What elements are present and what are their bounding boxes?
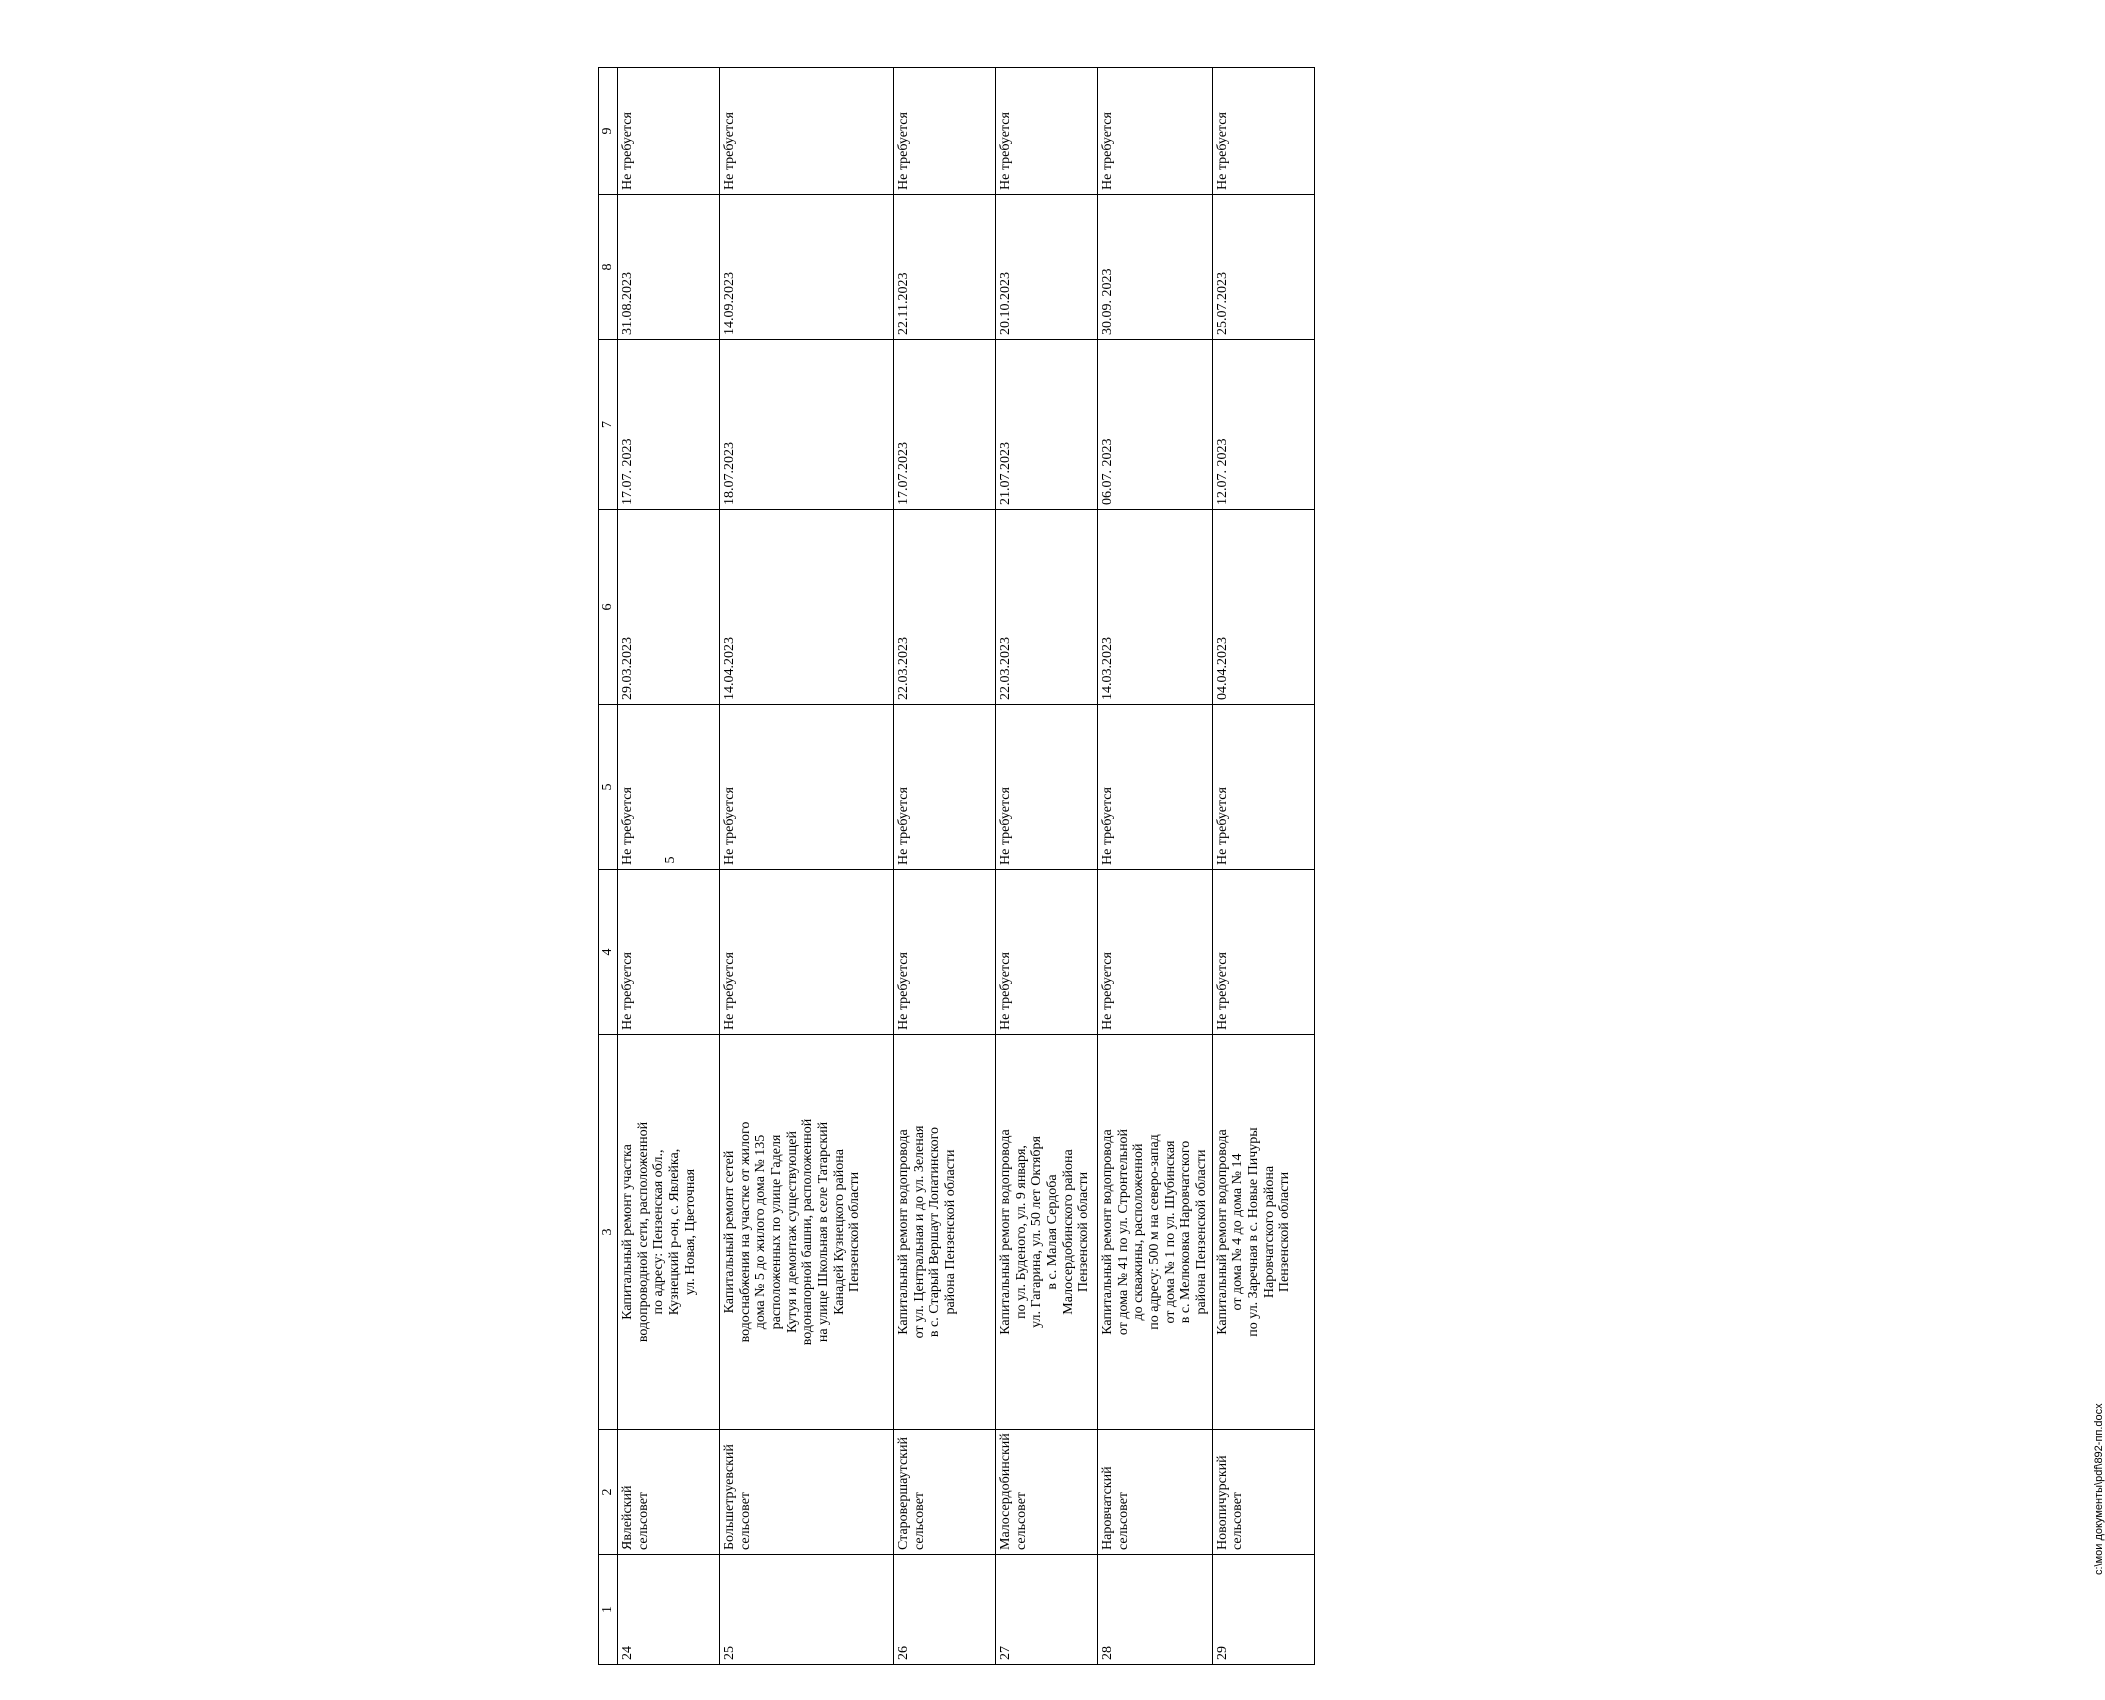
header-cell: 9: [599, 68, 618, 195]
col7-date-cell: 17.07. 2023: [618, 340, 720, 510]
col4-cell: Не требуется: [1212, 870, 1314, 1035]
footer-file-path: c:\мои документы\pdf\892-пп.docx: [2093, 1403, 2105, 1575]
col7-date-cell: 17.07.2023: [894, 340, 996, 510]
end-date-cell: 14.09.2023: [720, 195, 894, 340]
col4-cell: Не требуется: [894, 870, 996, 1035]
table-row: [894, 68, 996, 1665]
col5-cell: Не требуется: [894, 705, 996, 870]
row-number-cell: 27: [996, 1555, 1098, 1665]
table-header-row: [599, 68, 618, 1665]
header-cell: 2: [599, 1430, 618, 1555]
col9-cell: Не требуется: [720, 68, 894, 195]
document-table-wrapper: [598, 67, 1315, 1665]
col9-cell: Не требуется: [894, 68, 996, 195]
col7-date-cell: 12.07. 2023: [1212, 340, 1314, 510]
row-number-cell: 24: [618, 1555, 720, 1665]
header-cell: 1: [599, 1555, 618, 1665]
col7-date-cell: 21.07.2023: [996, 340, 1098, 510]
col7-date-cell: 06.07. 2023: [1098, 340, 1213, 510]
row-number-cell: 28: [1098, 1555, 1213, 1665]
table-body: [599, 68, 1315, 1665]
row-number-cell: 26: [894, 1555, 996, 1665]
table-row: [996, 68, 1098, 1665]
council-cell: Явлейский сельсовет: [618, 1430, 720, 1555]
col5-cell: Не требуется: [720, 705, 894, 870]
table-row: [1212, 68, 1314, 1665]
start-date-cell: 14.04.2023: [720, 510, 894, 705]
end-date-cell: 30.09. 2023: [1098, 195, 1213, 340]
end-date-cell: 22.11.2023: [894, 195, 996, 340]
start-date-cell: 14.03.2023: [1098, 510, 1213, 705]
col5-cell: Не требуется: [1098, 705, 1213, 870]
col5-cell: Не требуется: [618, 705, 720, 870]
col9-cell: Не требуется: [1098, 68, 1213, 195]
header-cell: 6: [599, 510, 618, 705]
work-description-cell: Капитальный ремонт водопровода от дома № 4 до дома № 14 по ул. Заречная в с. Новые Пичуры Наровчатского района Пензенской области: [1212, 1035, 1314, 1430]
col7-date-cell: 18.07.2023: [720, 340, 894, 510]
col5-cell: Не требуется: [996, 705, 1098, 870]
end-date-cell: 20.10.2023: [996, 195, 1098, 340]
col4-cell: Не требуется: [1098, 870, 1213, 1035]
work-description-cell: Капитальный ремонт водопровода по ул. Буденого, ул. 9 января, ул. Гагарина, ул. 50 лет Октября в с. Малая Сердоба Малосердобинского района Пензенской области: [996, 1035, 1098, 1430]
start-date-cell: 04.04.2023: [1212, 510, 1314, 705]
col5-cell: Не требуется: [1212, 705, 1314, 870]
page-number: 5: [663, 856, 678, 864]
council-cell: Большетруевский сельсовет: [720, 1430, 894, 1555]
col9-cell: Не требуется: [996, 68, 1098, 195]
header-cell: 7: [599, 340, 618, 510]
council-cell: Старовершаутский сельсовет: [894, 1430, 996, 1555]
table-row: [618, 68, 720, 1665]
header-cell: 3: [599, 1035, 618, 1430]
col9-cell: Не требуется: [618, 68, 720, 195]
row-number-cell: 29: [1212, 1555, 1314, 1665]
table-row: [720, 68, 894, 1665]
council-cell: Новопичурский сельсовет: [1212, 1430, 1314, 1555]
work-description-cell: Капитальный ремонт водопровода от дома № 41 по ул. Стронтельной до скважины, расположенной по адресу: 500 м на северо-запад от дома № 1 по ул. Шубинская в с. Мелюковка Наровчатского района Пензенской области: [1098, 1035, 1213, 1430]
start-date-cell: 22.03.2023: [996, 510, 1098, 705]
col9-cell: Не требуется: [1212, 68, 1314, 195]
start-date-cell: 29.03.2023: [618, 510, 720, 705]
col4-cell: Не требуется: [996, 870, 1098, 1035]
row-number-cell: 25: [720, 1555, 894, 1665]
council-cell: Наровчатский сельсовет: [1098, 1430, 1213, 1555]
end-date-cell: 25.07.2023: [1212, 195, 1314, 340]
work-description-cell: Капитальный ремонт водопровода от ул. Центральная и до ул. Зеленая в с. Старый Вершаут Лопатинского района Пензенской области: [894, 1035, 996, 1430]
work-description-cell: Капитальный ремонт сетей водоснабжения на участке от жилого дома № 5 до жилого дома № 135 расположенных по улице Гаделя Кутуя и демонтаж существующей водонапорной башни, расположенной на улице Школьная в селе Татарский Канадей Кузнецкого района Пензенской области: [720, 1035, 894, 1430]
header-cell: 8: [599, 195, 618, 340]
work-description-cell: Капитальный ремонт участка водопроводной сети, расположенной по адресу: Пензенская обл., Кузнецкий р-он, с. Явлейка, ул. Новая, Цветочная: [618, 1035, 720, 1430]
document-table: [598, 67, 1315, 1665]
council-cell: Малосердобинский сельсовет: [996, 1430, 1098, 1555]
col4-cell: Не требуется: [618, 870, 720, 1035]
table-row: [1098, 68, 1213, 1665]
end-date-cell: 31.08.2023: [618, 195, 720, 340]
header-cell: 4: [599, 870, 618, 1035]
header-cell: 5: [599, 705, 618, 870]
start-date-cell: 22.03.2023: [894, 510, 996, 705]
col4-cell: Не требуется: [720, 870, 894, 1035]
